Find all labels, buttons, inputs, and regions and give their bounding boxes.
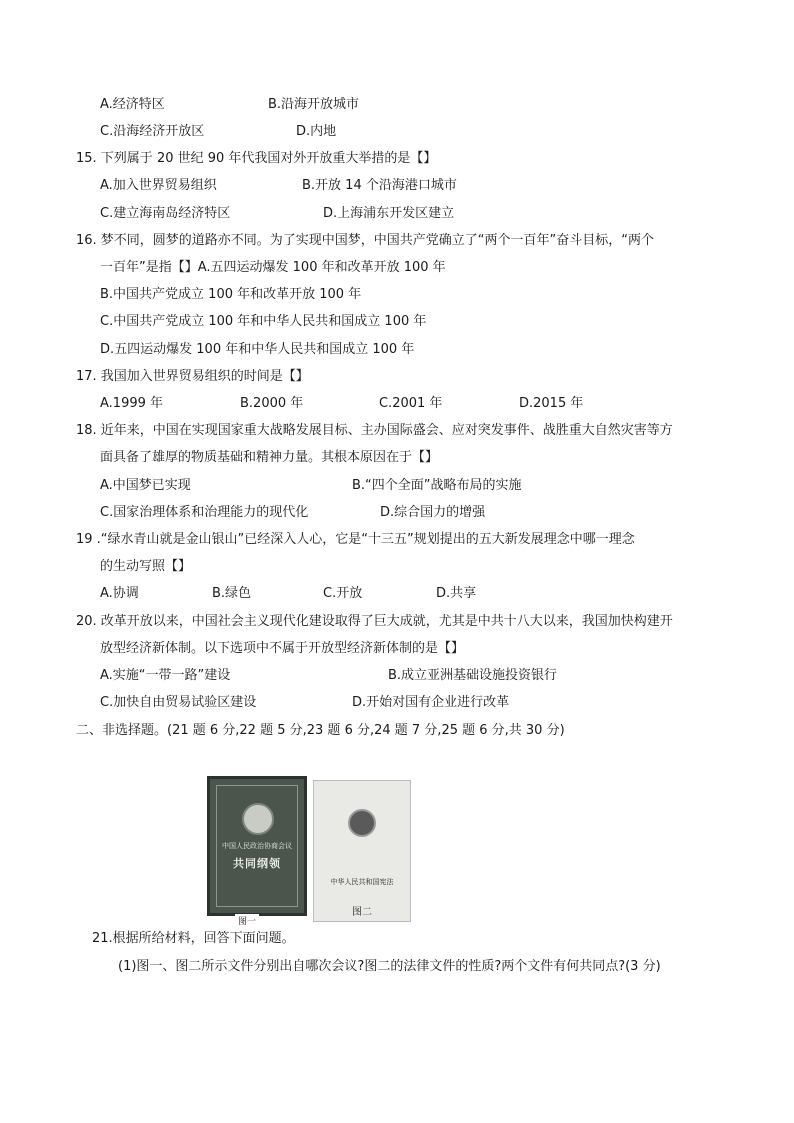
q17-stem: 17. 我国加入世界贸易组织的时间是【】 bbox=[76, 369, 309, 384]
q19-option-c: C.开放 bbox=[323, 586, 363, 601]
q15-option-b: B.开放 14 个沿海港口城市 bbox=[302, 178, 457, 193]
figure-1-caption: 图一 bbox=[235, 914, 259, 927]
q20-stem-line2: 放型经济新体制。以下选项中不属于开放型经济新体制的是【】 bbox=[100, 641, 465, 656]
figure-2-constitution-cover bbox=[313, 780, 411, 922]
section-2-heading: 二、非选择题。(21 题 6 分,22 题 5 分,23 题 6 分,24 题 7 分,25 题 6 分,共 30 分) bbox=[76, 723, 565, 738]
figure-1-common-program-cover bbox=[207, 776, 307, 916]
national-emblem-icon bbox=[348, 809, 376, 837]
emblem-icon bbox=[242, 803, 274, 835]
q18-stem-line1: 18. 近年来，中国在实现国家重大战略发展目标、主办国际盛会、应对突发事件、战胜重大自然灾害等方 bbox=[76, 423, 673, 438]
q19-stem-line1: 19 .“绿水青山就是金山银山”已经深入人心，它是“十三五”规划提出的五大新发展理念中哪一理念 bbox=[76, 532, 635, 547]
figure-2-caption: 图二 bbox=[352, 907, 372, 918]
q19-option-a: A.协调 bbox=[100, 586, 139, 601]
q16-stem-line1: 16. 梦不同，圆梦的道路亦不同。为了实现中国梦，中国共产党确立了“两个一百年”奋斗目标，“两个 bbox=[76, 233, 655, 248]
q18-option-c: C.国家治理体系和治理能力的现代化 bbox=[100, 505, 309, 520]
figure-1-cover-title: 中国人民政治协商会议 bbox=[222, 842, 292, 850]
q16-stem-line2: 一百年”是指【】A.五四运动爆发 100 年和改革开放 100 年 bbox=[100, 260, 446, 275]
figure-1-cover-subtitle: 共同纲领 bbox=[233, 857, 281, 870]
q14-option-c: C.沿海经济开放区 bbox=[100, 124, 205, 139]
q16-option-b: B.中国共产党成立 100 年和改革开放 100 年 bbox=[100, 287, 362, 302]
q16-option-d: D.五四运动爆发 100 年和中华人民共和国成立 100 年 bbox=[100, 342, 415, 357]
q20-stem-line1: 20. 改革开放以来，中国社会主义现代化建设取得了巨大成就，尤其是中共十八大以来，我国加快构建开 bbox=[76, 614, 673, 629]
document-figures bbox=[205, 776, 411, 926]
q21-stem: 21.根据所给材料，回答下面问题。 bbox=[92, 931, 295, 946]
q15-stem: 15. 下列属于 20 世纪 90 年代我国对外开放重大举措的是【】 bbox=[76, 151, 437, 166]
q15-option-d: D.上海浦东开发区建立 bbox=[323, 206, 455, 221]
q20-option-a: A.实施“一带一路”建设 bbox=[100, 668, 231, 683]
q20-option-d: D.开始对国有企业进行改革 bbox=[352, 695, 510, 710]
q19-option-b: B.绿色 bbox=[212, 586, 252, 601]
q21-subquestion-1: (1)图一、图二所示文件分别出自哪次会议?图二的法律文件的性质?两个文件有何共同点?(3 分) bbox=[118, 959, 661, 974]
q14-option-b: B.沿海开放城市 bbox=[268, 97, 360, 112]
q14-option-d: D.内地 bbox=[296, 124, 337, 139]
q18-option-b: B.“四个全面”战略布局的实施 bbox=[352, 478, 522, 493]
q14-option-a: A.经济特区 bbox=[100, 97, 165, 112]
q17-option-a: A.1999 年 bbox=[100, 396, 164, 411]
q20-option-b: B.成立亚洲基础设施投资银行 bbox=[388, 668, 558, 683]
q15-option-c: C.建立海南岛经济特区 bbox=[100, 206, 231, 221]
q17-option-c: C.2001 年 bbox=[379, 396, 443, 411]
q17-option-d: D.2015 年 bbox=[519, 396, 584, 411]
q19-option-d: D.共享 bbox=[436, 586, 477, 601]
q15-option-a: A.加入世界贸易组织 bbox=[100, 178, 217, 193]
q18-option-d: D.综合国力的增强 bbox=[380, 505, 486, 520]
q17-option-b: B.2000 年 bbox=[240, 396, 304, 411]
q19-stem-line2: 的生动写照【】 bbox=[100, 559, 192, 574]
q20-option-c: C.加快自由贸易试验区建设 bbox=[100, 695, 257, 710]
q16-option-c: C.中国共产党成立 100 年和中华人民共和国成立 100 年 bbox=[100, 314, 427, 329]
q18-option-a: A.中国梦已实现 bbox=[100, 478, 191, 493]
figure-2-cover-title: 中华人民共和国宪法 bbox=[330, 878, 394, 886]
q18-stem-line2: 面具备了雄厚的物质基础和精神力量。其根本原因在于【】 bbox=[100, 450, 439, 465]
